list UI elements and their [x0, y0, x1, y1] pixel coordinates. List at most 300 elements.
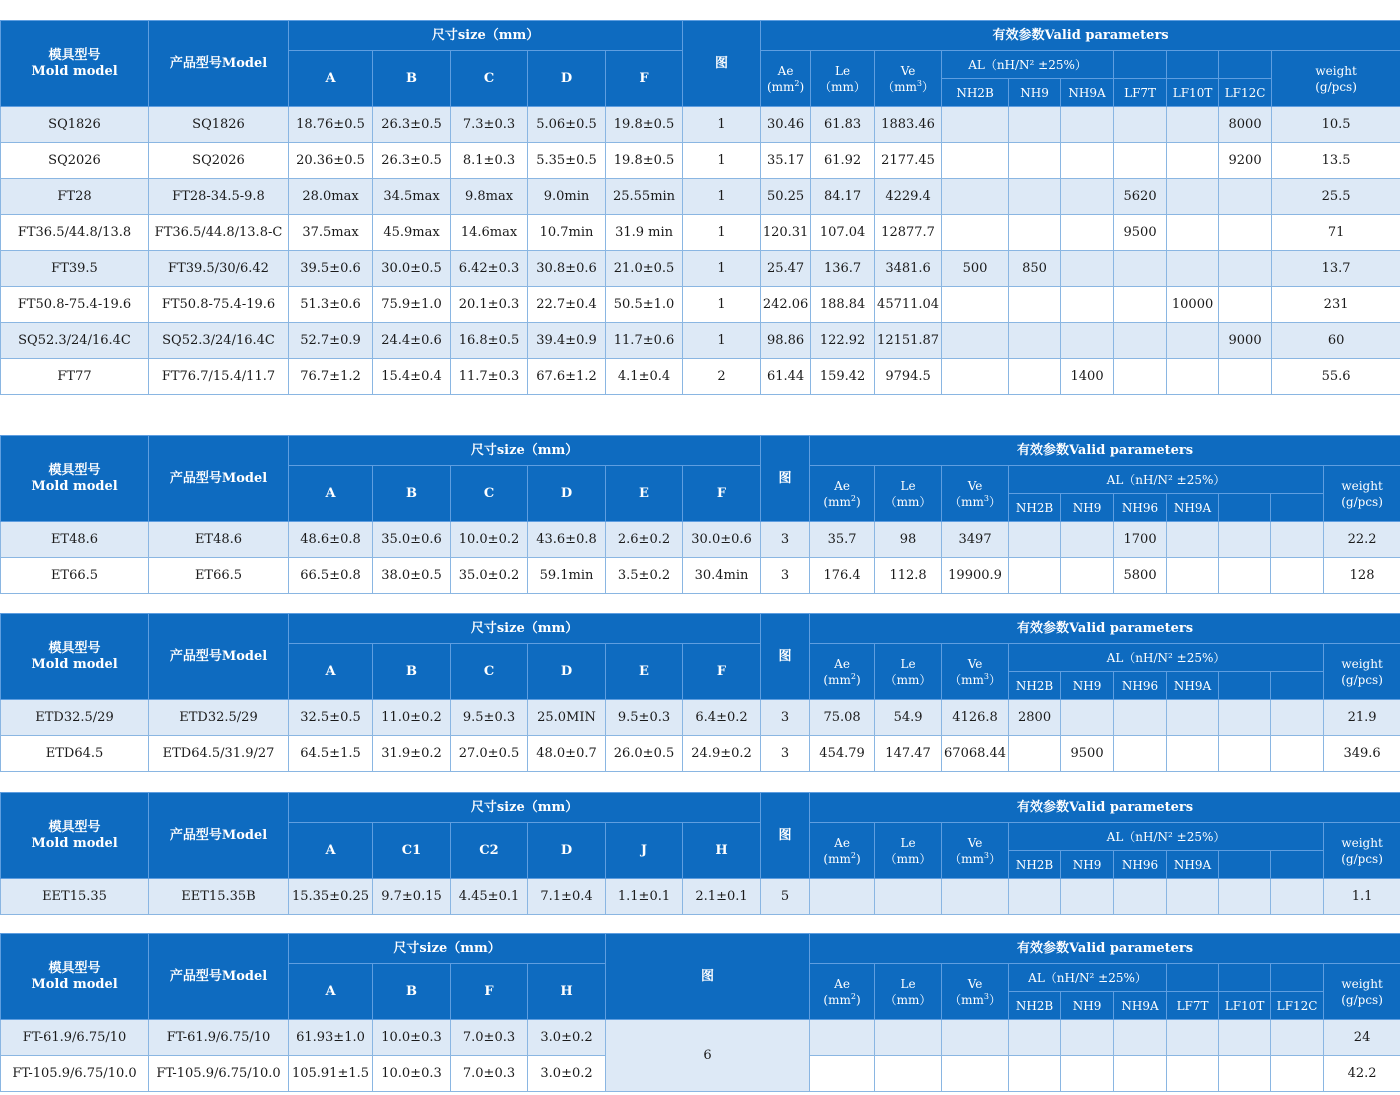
- table-cell: [810, 879, 875, 915]
- product-model-cell: ETD32.5/29: [149, 700, 289, 736]
- al-spacer: [1271, 964, 1324, 992]
- table-cell: 22.2: [1324, 522, 1400, 558]
- dim-header: E: [606, 466, 683, 522]
- table-cell: [1009, 107, 1061, 143]
- figure-cell: 6: [606, 1020, 810, 1092]
- table-cell: 71: [1272, 215, 1400, 251]
- table-cell: 8000: [1219, 107, 1272, 143]
- mold-model-cell: ETD32.5/29: [1, 700, 149, 736]
- table-cell: 11.7±0.6: [606, 323, 683, 359]
- table-cell: 105.91±1.5: [289, 1056, 373, 1092]
- table-cell: 10.7min: [528, 215, 606, 251]
- table-cell: [1009, 1056, 1061, 1092]
- material-header: LF7T: [1114, 79, 1167, 107]
- table-cell: 10.0±0.2: [451, 522, 528, 558]
- material-header: NH9A: [1167, 672, 1219, 700]
- table-cell: 349.6: [1324, 736, 1400, 772]
- material-header: NH96: [1114, 494, 1167, 522]
- ae-header: Ae $(mm^2)$: [810, 964, 875, 1020]
- product-model-cell: ET66.5: [149, 558, 289, 594]
- table-cell: 45.9max: [373, 215, 451, 251]
- table-row: [1, 143, 1400, 179]
- table-cell: [1114, 879, 1167, 915]
- table-cell: 25.5: [1272, 179, 1400, 215]
- table-cell: [1061, 558, 1114, 594]
- table-cell: 850: [1009, 251, 1061, 287]
- table-cell: 18.76±0.5: [289, 107, 373, 143]
- table-cell: 112.8: [875, 558, 942, 594]
- table-cell: 2.1±0.1: [683, 879, 761, 915]
- table-cell: 5800: [1114, 558, 1167, 594]
- table-cell: [1219, 700, 1271, 736]
- table-cell: [1271, 700, 1324, 736]
- table-cell: [1009, 323, 1061, 359]
- table-cell: 35.0±0.6: [373, 522, 451, 558]
- mold-model-cell: FT77: [1, 359, 149, 395]
- al-spacer: [1219, 51, 1272, 79]
- table-cell: 84.17: [811, 179, 875, 215]
- al-header: AL（nH/N² ±25%）: [1009, 823, 1324, 851]
- figure-header: 图: [761, 793, 810, 879]
- table-cell: [1167, 736, 1219, 772]
- dim-header: C: [451, 51, 528, 107]
- table-row: [1, 251, 1400, 287]
- table-cell: [810, 1020, 875, 1056]
- figure-header: 图: [761, 614, 810, 700]
- dim-header: F: [683, 466, 761, 522]
- table-cell: 54.9: [875, 700, 942, 736]
- mold-model-header: 模具型号 Mold model: [1, 614, 149, 700]
- table-cell: 8.1±0.3: [451, 143, 528, 179]
- table-cell: 10.5: [1272, 107, 1400, 143]
- table-cell: [1219, 179, 1272, 215]
- table-cell: 66.5±0.8: [289, 558, 373, 594]
- table-cell: 3.0±0.2: [528, 1020, 606, 1056]
- dim-header: A: [289, 823, 373, 879]
- table-cell: [942, 215, 1009, 251]
- table-cell: [1114, 107, 1167, 143]
- al-header: AL（nH/N² ±25%）: [1009, 644, 1324, 672]
- mold-model-cell: ET66.5: [1, 558, 149, 594]
- table-cell: 39.5±0.6: [289, 251, 373, 287]
- table-cell: 15.4±0.4: [373, 359, 451, 395]
- table-cell: [875, 1020, 942, 1056]
- material-header: NH2B: [1009, 672, 1061, 700]
- material-header: NH9A: [1167, 851, 1219, 879]
- table-cell: 25.55min: [606, 179, 683, 215]
- table-cell: [1219, 215, 1272, 251]
- table-cell: 7.0±0.3: [451, 1020, 528, 1056]
- table-cell: 5.06±0.5: [528, 107, 606, 143]
- table-cell: 128: [1324, 558, 1400, 594]
- table-cell: 1883.46: [875, 107, 942, 143]
- table-cell: [1009, 215, 1061, 251]
- table-cell: [875, 879, 942, 915]
- material-header: [1271, 494, 1324, 522]
- material-header: NH2B: [1009, 851, 1061, 879]
- table-cell: 107.04: [811, 215, 875, 251]
- product-model-header: 产品型号Model: [149, 614, 289, 700]
- table-cell: 26.0±0.5: [606, 736, 683, 772]
- ve-header: Ve $(mm^3)$: [942, 964, 1009, 1020]
- valid-parameters-header: 有效参数Valid parameters: [810, 793, 1400, 823]
- material-header: NH9: [1061, 851, 1114, 879]
- table-cell: 10.0±0.3: [373, 1020, 451, 1056]
- table-cell: 19.8±0.5: [606, 143, 683, 179]
- table-cell: [942, 1020, 1009, 1056]
- table-cell: 1: [683, 215, 761, 251]
- size-header: 尺寸size（mm）: [289, 436, 761, 466]
- table-cell: 61.83: [811, 107, 875, 143]
- table-cell: 42.2: [1324, 1056, 1400, 1092]
- table-cell: [1219, 736, 1271, 772]
- table-cell: 35.7: [810, 522, 875, 558]
- table-cell: 25.0MIN: [528, 700, 606, 736]
- product-model-cell: FT28-34.5-9.8: [149, 179, 289, 215]
- table-cell: 500: [942, 251, 1009, 287]
- le-header: Le （mm）: [875, 964, 942, 1020]
- material-header: NH96: [1114, 851, 1167, 879]
- ve-header: Ve $(mm^3)$: [875, 51, 942, 107]
- table-cell: 22.7±0.4: [528, 287, 606, 323]
- table-cell: 64.5±1.5: [289, 736, 373, 772]
- table-row: [1, 107, 1400, 143]
- table-cell: 147.47: [875, 736, 942, 772]
- table-cell: 31.9±0.2: [373, 736, 451, 772]
- table-cell: 35.0±0.2: [451, 558, 528, 594]
- table-cell: [942, 143, 1009, 179]
- table-cell: 7.3±0.3: [451, 107, 528, 143]
- table-cell: 136.7: [811, 251, 875, 287]
- table-cell: [1061, 251, 1114, 287]
- table-row: [1, 879, 1400, 915]
- table-cell: [1061, 215, 1114, 251]
- table-cell: 6.4±0.2: [683, 700, 761, 736]
- table-cell: 13.5: [1272, 143, 1400, 179]
- table-cell: [1219, 522, 1271, 558]
- table-cell: 3: [761, 736, 810, 772]
- table-eet-cores: [0, 792, 1400, 915]
- mold-model-cell: FT36.5/44.8/13.8: [1, 215, 149, 251]
- table-cell: 3481.6: [875, 251, 942, 287]
- table-cell: 13.7: [1272, 251, 1400, 287]
- table-cell: 14.6max: [451, 215, 528, 251]
- table-cell: 1: [683, 251, 761, 287]
- table-cell: 19900.9: [942, 558, 1009, 594]
- figure-header: 图: [761, 436, 810, 522]
- material-header: LF10T: [1167, 79, 1219, 107]
- table-cell: [942, 287, 1009, 323]
- table-cell: 67.6±1.2: [528, 359, 606, 395]
- table-cell: [1167, 1020, 1219, 1056]
- product-model-cell: SQ52.3/24/16.4C: [149, 323, 289, 359]
- table-ft-flat-cores: [0, 933, 1400, 1092]
- material-header: NH9: [1061, 672, 1114, 700]
- table-cell: 3497: [942, 522, 1009, 558]
- table-cell: 27.0±0.5: [451, 736, 528, 772]
- table-cell: 60: [1272, 323, 1400, 359]
- mold-model-header: 模具型号 Mold model: [1, 436, 149, 522]
- table-cell: 5.35±0.5: [528, 143, 606, 179]
- mold-model-cell: FT39.5: [1, 251, 149, 287]
- dim-header: B: [373, 466, 451, 522]
- table-etd-cores: [0, 613, 1400, 772]
- table-cell: [1061, 179, 1114, 215]
- table-cell: 32.5±0.5: [289, 700, 373, 736]
- table-cell: 1: [683, 143, 761, 179]
- table-cell: [1114, 359, 1167, 395]
- table-cell: 11.7±0.3: [451, 359, 528, 395]
- product-model-cell: FT-61.9/6.75/10: [149, 1020, 289, 1056]
- table-cell: 9000: [1219, 323, 1272, 359]
- valid-parameters-header: 有效参数Valid parameters: [810, 934, 1400, 964]
- dim-header: A: [289, 466, 373, 522]
- table-cell: [1061, 522, 1114, 558]
- table-cell: 1.1: [1324, 879, 1400, 915]
- table-cell: [1009, 736, 1061, 772]
- mold-model-cell: FT28: [1, 179, 149, 215]
- table-cell: [1061, 287, 1114, 323]
- material-header: [1219, 494, 1271, 522]
- table-cell: [1009, 143, 1061, 179]
- table-cell: 9794.5: [875, 359, 942, 395]
- table-cell: [1271, 522, 1324, 558]
- material-header: LF10T: [1219, 992, 1271, 1020]
- table-cell: 2: [683, 359, 761, 395]
- product-model-cell: FT-105.9/6.75/10.0: [149, 1056, 289, 1092]
- dim-header: F: [451, 964, 528, 1020]
- dim-header: A: [289, 964, 373, 1020]
- al-header: AL（nH/N² ±25%）: [1009, 466, 1324, 494]
- al-spacer: [1167, 964, 1219, 992]
- table-cell: [1167, 215, 1219, 251]
- table-row: [1, 323, 1400, 359]
- table-cell: 20.1±0.3: [451, 287, 528, 323]
- table-cell: [1114, 1056, 1167, 1092]
- material-header: NH2B: [942, 79, 1009, 107]
- le-header: Le （mm）: [811, 51, 875, 107]
- table-cell: 3: [761, 700, 810, 736]
- product-model-header: 产品型号Model: [149, 793, 289, 879]
- table-cell: [1114, 143, 1167, 179]
- le-header: Le （mm）: [875, 823, 942, 879]
- table-cell: 50.5±1.0: [606, 287, 683, 323]
- table-cell: [1271, 1020, 1324, 1056]
- table-cell: 6.42±0.3: [451, 251, 528, 287]
- weight-header: weight (g/pcs): [1272, 51, 1400, 107]
- table-cell: [942, 359, 1009, 395]
- ae-header: Ae $(mm^2)$: [761, 51, 811, 107]
- table-cell: 9.8max: [451, 179, 528, 215]
- al-spacer: [1114, 51, 1167, 79]
- table-cell: 31.9 min: [606, 215, 683, 251]
- table-cell: 1: [683, 179, 761, 215]
- le-header: Le （mm）: [875, 466, 942, 522]
- table-cell: [1167, 251, 1219, 287]
- table-cell: 10.0±0.3: [373, 1056, 451, 1092]
- table-cell: 454.79: [810, 736, 875, 772]
- table-cell: [1114, 323, 1167, 359]
- table-cell: 159.42: [811, 359, 875, 395]
- table-cell: [1219, 1056, 1271, 1092]
- table-cell: 30.46: [761, 107, 811, 143]
- material-header: [1271, 851, 1324, 879]
- material-header: NH9A: [1114, 992, 1167, 1020]
- table-cell: [1167, 359, 1219, 395]
- table-cell: 30.0±0.5: [373, 251, 451, 287]
- table-cell: 4229.4: [875, 179, 942, 215]
- table-cell: [1219, 879, 1271, 915]
- table-cell: 67068.44: [942, 736, 1009, 772]
- valid-parameters-header: 有效参数Valid parameters: [761, 21, 1400, 51]
- table-cell: [1167, 179, 1219, 215]
- valid-parameters-header: 有效参数Valid parameters: [810, 614, 1400, 644]
- weight-header: weight (g/pcs): [1324, 466, 1400, 522]
- table-cell: 1: [683, 287, 761, 323]
- table-cell: 11.0±0.2: [373, 700, 451, 736]
- dim-header: B: [373, 51, 451, 107]
- table-cell: 76.7±1.2: [289, 359, 373, 395]
- table-cell: [1061, 700, 1114, 736]
- table-cell: [1009, 558, 1061, 594]
- table-cell: [1167, 522, 1219, 558]
- table-cell: 4.1±0.4: [606, 359, 683, 395]
- material-header: NH9A: [1167, 494, 1219, 522]
- table-cell: 9500: [1114, 215, 1167, 251]
- table-cell: [1271, 879, 1324, 915]
- table-cell: 20.36±0.5: [289, 143, 373, 179]
- table-cell: 25.47: [761, 251, 811, 287]
- material-header: NH9A: [1061, 79, 1114, 107]
- dim-header: D: [528, 644, 606, 700]
- product-model-cell: SQ2026: [149, 143, 289, 179]
- table-cell: [1009, 359, 1061, 395]
- table-cell: 12151.87: [875, 323, 942, 359]
- table-cell: [875, 1056, 942, 1092]
- table-cell: 1: [683, 107, 761, 143]
- table-cell: 61.44: [761, 359, 811, 395]
- table-cell: 30.4min: [683, 558, 761, 594]
- table-cell: [1061, 1056, 1114, 1092]
- dim-header: F: [683, 644, 761, 700]
- table-cell: [1061, 879, 1114, 915]
- al-spacer: [1219, 964, 1271, 992]
- weight-header: weight (g/pcs): [1324, 644, 1400, 700]
- figure-header: 图: [606, 934, 810, 1020]
- table-cell: 9.0min: [528, 179, 606, 215]
- table-cell: [1167, 143, 1219, 179]
- dim-header: H: [528, 964, 606, 1020]
- table-cell: 24: [1324, 1020, 1400, 1056]
- material-header: NH2B: [1009, 494, 1061, 522]
- table-cell: 122.92: [811, 323, 875, 359]
- al-spacer: [1167, 51, 1219, 79]
- table-cell: 1.1±0.1: [606, 879, 683, 915]
- table-cell: 61.93±1.0: [289, 1020, 373, 1056]
- mold-model-header: 模具型号 Mold model: [1, 21, 149, 107]
- material-header: [1271, 672, 1324, 700]
- table-row: [1, 700, 1400, 736]
- material-header: NH2B: [1009, 992, 1061, 1020]
- table-cell: 2800: [1009, 700, 1061, 736]
- table-cell: 19.8±0.5: [606, 107, 683, 143]
- table-cell: 48.0±0.7: [528, 736, 606, 772]
- figure-header: 图: [683, 21, 761, 107]
- table-cell: 75.9±1.0: [373, 287, 451, 323]
- dim-header: D: [528, 823, 606, 879]
- table-cell: 26.3±0.5: [373, 107, 451, 143]
- table-cell: 1700: [1114, 522, 1167, 558]
- table-cell: 7.1±0.4: [528, 879, 606, 915]
- table-row: [1, 736, 1400, 772]
- al-header: AL（nH/N² ±25%）: [942, 51, 1114, 79]
- table-cell: 24.4±0.6: [373, 323, 451, 359]
- table-cell: [942, 179, 1009, 215]
- table-cell: [1219, 287, 1272, 323]
- dim-header: C: [451, 466, 528, 522]
- table-cell: [942, 107, 1009, 143]
- table-cell: 2.6±0.2: [606, 522, 683, 558]
- table-cell: [1009, 879, 1061, 915]
- material-header: LF7T: [1167, 992, 1219, 1020]
- dim-header: A: [289, 51, 373, 107]
- table-row: [1, 215, 1400, 251]
- table-cell: 188.84: [811, 287, 875, 323]
- table-cell: 2177.45: [875, 143, 942, 179]
- dim-header: F: [606, 51, 683, 107]
- table-cell: [1061, 1020, 1114, 1056]
- material-header: [1219, 851, 1271, 879]
- table-cell: 61.92: [811, 143, 875, 179]
- mold-model-cell: SQ1826: [1, 107, 149, 143]
- table-row: [1, 179, 1400, 215]
- table-cell: 4.45±0.1: [451, 879, 528, 915]
- dim-header: C1: [373, 823, 451, 879]
- table-cell: 30.0±0.6: [683, 522, 761, 558]
- ve-header: Ve $(mm^3)$: [942, 823, 1009, 879]
- dim-header: C: [451, 644, 528, 700]
- ae-header: Ae $(mm^2)$: [810, 823, 875, 879]
- table-cell: [1114, 287, 1167, 323]
- product-model-header: 产品型号Model: [149, 934, 289, 1020]
- table-cell: [1167, 879, 1219, 915]
- table-cell: 52.7±0.9: [289, 323, 373, 359]
- ve-header: Ve $(mm^3)$: [942, 644, 1009, 700]
- table-cell: 45711.04: [875, 287, 942, 323]
- table-cell: 242.06: [761, 287, 811, 323]
- product-model-cell: FT50.8-75.4-19.6: [149, 287, 289, 323]
- table-sq-ft-cores: [0, 20, 1400, 395]
- table-cell: [1219, 558, 1271, 594]
- mold-model-cell: FT50.8-75.4-19.6: [1, 287, 149, 323]
- table-cell: [1167, 700, 1219, 736]
- table-cell: 98.86: [761, 323, 811, 359]
- ae-header: Ae $(mm^2)$: [810, 644, 875, 700]
- table-cell: 9.5±0.3: [451, 700, 528, 736]
- material-header: NH9: [1061, 494, 1114, 522]
- table-cell: [1219, 359, 1272, 395]
- table-row: [1, 287, 1400, 323]
- dim-header: J: [606, 823, 683, 879]
- table-cell: [1271, 558, 1324, 594]
- table-cell: [942, 879, 1009, 915]
- table-cell: 3: [761, 558, 810, 594]
- table-cell: 37.5max: [289, 215, 373, 251]
- table-cell: 30.8±0.6: [528, 251, 606, 287]
- table-cell: 98: [875, 522, 942, 558]
- table-cell: 12877.7: [875, 215, 942, 251]
- table-cell: 55.6: [1272, 359, 1400, 395]
